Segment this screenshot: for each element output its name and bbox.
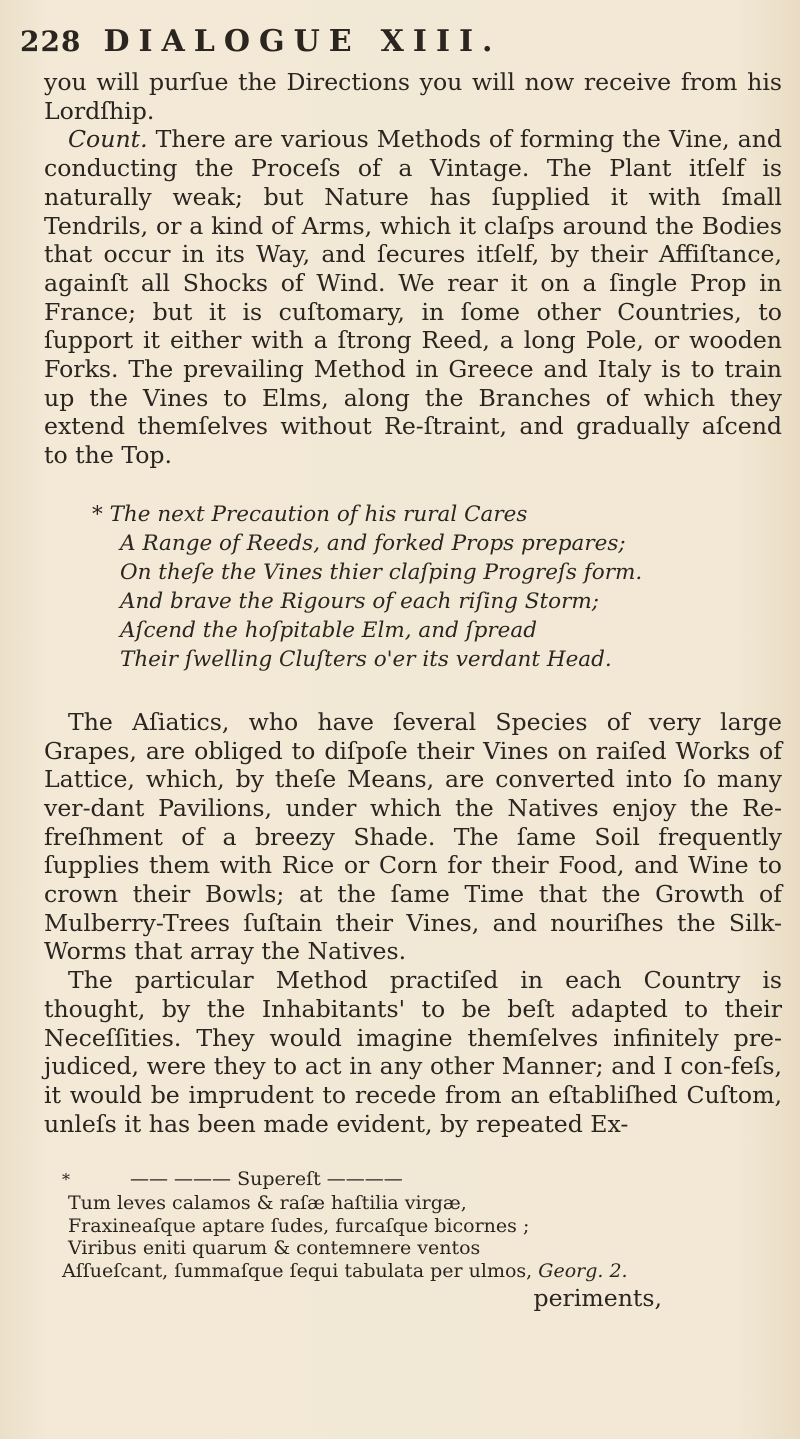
citation: Georg. 2.	[538, 1259, 628, 1282]
running-title: DIALOGUE	[103, 24, 361, 59]
count-speech	[44, 125, 782, 469]
latin-heading: —— ——— Supereſt ————	[130, 1168, 403, 1191]
speaker-name: Count.	[68, 125, 148, 154]
latin-line: Tum leves calamos & raſæ haſtilia virgæ,	[68, 1191, 467, 1214]
latin-last-line	[62, 1260, 782, 1283]
verse-line: * The next Precaution of his rural Cares	[92, 501, 528, 527]
latin-footnote	[62, 1168, 782, 1282]
intro-text: you will purſue the Directions you will now receive from his Lordſhip.	[44, 68, 782, 125]
latin-heading-line	[62, 1168, 782, 1192]
english-verse	[92, 500, 782, 674]
verse-line: A Range of Reeds, and forked Props prepares;	[120, 530, 626, 556]
footnote-mark: *	[62, 1170, 70, 1190]
verse-line: And brave the Rigours of each riſing Storm;	[120, 588, 599, 614]
latin-line: Fraxineaſque aptare ſudes, furcaſque bicornes ;	[68, 1214, 530, 1237]
verse-line: On theſe the Vines thier claſping Progreſs form.	[120, 559, 643, 585]
running-head	[20, 24, 782, 68]
count-speech-text: There are various Methods of forming the Vine, and conducting the Proceſs of a Vintage. The Plant itſelf is naturally weak; but Nature has ſupplied it with ſmall Tendrils, or a kind of Arms, which it claſps around the Bodies that occur in its Way, and ſecures itſelf, by their Affiſtance, againſt all Shocks of Wind. We rear it on a ſingle Prop in France; but it is cuſtomary, in ſome other Countries, to ſupport it either with a ſtrong Reed, a long Pole, or wooden Forks. The prevailing Method in Greece and Italy is to train up the Vines to Elms, along the Branches of which they extend themſelves without Re-ſtraint, and gradually aſcend to the Top.	[44, 125, 783, 470]
verse-line: Aſcend the hoſpitable Elm, and ſpread	[120, 617, 537, 643]
latin-line: Aſſueſcant, ſummaſque ſequi tabulata per ulmos,	[62, 1259, 533, 1282]
catchword: periments,	[533, 1284, 662, 1313]
chapter-number: XIII.	[380, 24, 502, 59]
paragraph-asiatics: The Aſiatics, who have ſeveral Species of very large Grapes, are obliged to diſpoſe their Vines on raiſed Works of Lattice, which, by theſe Means, are converted into ſo many ver-dant Pavilions, under which the Natives enjoy the Re-freſhment of a breezy Shade. The ſame Soil frequently ſupplies them with Rice or Corn for their Food, and Wine to crown their Bowls; at the ſame Time that the Growth of Mulberry-Trees ſuſtain their Vines, and nouriſhes the Silk-Worms that array the Natives.	[44, 707, 782, 966]
verse-line: Their ſwelling Cluſters o'er its verdant Head.	[120, 646, 612, 672]
paragraph-method: The particular Method practiſed in each Country is thought, by the Inhabitants' to be beſt adapted to their Neceſſities. They would imagine themſelves infinitely pre-judiced, were they to act in any other Manner; and I con-feſs, it would be imprudent to recede from an eſtabliſhed Cuſtom, unleſs it has been made evident, by repeated Ex-	[44, 966, 782, 1138]
latin-line: Viribus eniti quarum & contemnere ventos	[68, 1237, 481, 1260]
page-number: 228	[20, 25, 82, 58]
